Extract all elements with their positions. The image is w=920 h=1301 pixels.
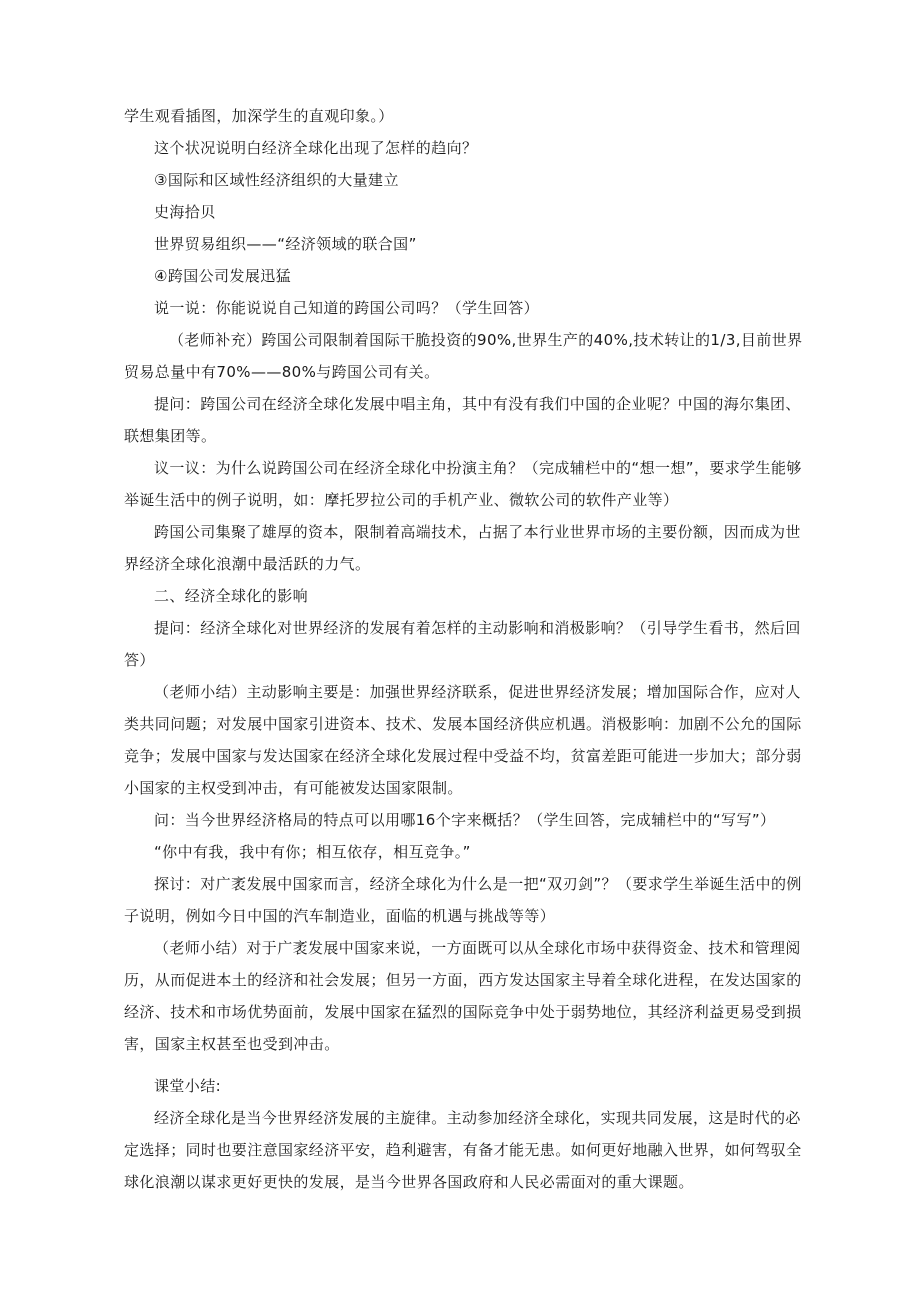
paragraph-impact-question: 提问：经济全球化对世界经济的发展有着怎样的主动影响和消极影响？（引导学生看书，然后回答） [124, 619, 801, 669]
spacer [124, 1060, 804, 1070]
paragraph-intro-fragment: 学生观看插图，加深学生的直观印象。） [124, 107, 394, 125]
paragraph-point-3: ③国际和区域性经济组织的大量建立 [154, 171, 399, 189]
paragraph-16-characters-question: 问：当今世界经济格局的特点可以用哪16个字来概括？（学生回答，完成辅栏中的“写写”） [154, 811, 776, 829]
paragraph-class-summary-body: 经济全球化是当今世界经济发展的主旋律。主动参加经济全球化，实现共同发展，这是时代的必定选择；同时也要注意国家经济平安，趋利避害，有备才能无患。如何更好地融入世界，如何驾驭全球化浪潮以谋求更好更快的发展，是当今世界各国政府和人民必需面对的重大课题。 [124, 1109, 802, 1191]
paragraph-class-summary-heading: 课堂小结: [154, 1077, 222, 1095]
paragraph-question-chinese-companies: 提问：跨国公司在经济全球化发展中唱主角，其中有没有我们中国的企业呢？中国的海尔集团、联想集团等。 [124, 395, 801, 445]
paragraph-teacher-supplement: （老师补充）跨国公司限制着国际干脆投资的90%,世界生产的40%,技术转让的1/3,目前世界贸易总量中有70%——80%与跨国公司有关。 [124, 331, 803, 381]
paragraph-wto: 世界贸易组织——“经济领域的联合国” [154, 235, 417, 253]
paragraph-teacher-summary-developing: （老师小结）对于广袤发展中国家来说，一方面既可以从全球化市场中获得资金、技术和管理阅历，从而促进本土的经济和社会发展；但另一方面，西方发达国家主导着全球化进程，在发达国家的经济、技术和市场优势面前，发展中国家在猛烈的国际竞争中处于弱势地位，其经济利益更易受到损害，国家主权甚至也受到冲击。 [124, 939, 802, 1053]
paragraph-trend-question: 这个状况说明白经济全球化出现了怎样的趋向？ [154, 139, 478, 157]
paragraph-discuss: 议一议：为什么说跨国公司在经济全球化中扮演主角？（完成辅栏中的“想一想”，要求学生能够举诞生活中的例子说明，如：摩托罗拉公司的手机产业、微软公司的软件产业等） [124, 459, 802, 509]
paragraph-double-edged-sword: 探讨：对广袤发展中国家而言，经济全球化为什么是一把“双刃剑”？（要求学生举诞生活中的例子说明，例如今日中国的汽车制造业，面临的机遇与挑战等等） [124, 875, 802, 925]
paragraph-history-sidebar: 史海拾贝 [154, 203, 216, 221]
section-heading-impact: 二、经济全球化的影响 [154, 587, 309, 605]
paragraph-multinational-summary: 跨国公司集聚了雄厚的资本，限制着高端技术，占据了本行业世界市场的主要份额，因而成为世界经济全球化浪潮中最活跃的力气。 [124, 523, 801, 573]
paragraph-say-one: 说一说：你能说说自己知道的跨国公司吗？（学生回答） [154, 299, 540, 317]
paragraph-teacher-summary-impact: （老师小结）主动影响主要是：加强世界经济联系，促进世界经济发展；增加国际合作，应对人类共同问题；对发展中国家引进资本、技术、发展本国经济供应机遇。消极影响：加剧不公允的国际竞争；发展中国家与发达国家在经济全球化发展过程中受益不均，贫富差距可能进一步加大；部分弱小国家的主权受到冲击，有可能被发达国家限制。 [124, 683, 802, 797]
paragraph-point-4: ④跨国公司发展迅猛 [154, 267, 292, 285]
paragraph-16-characters-answer: “你中有我，我中有你；相互依存，相互竞争。” [154, 843, 471, 861]
document-body [124, 100, 804, 1198]
